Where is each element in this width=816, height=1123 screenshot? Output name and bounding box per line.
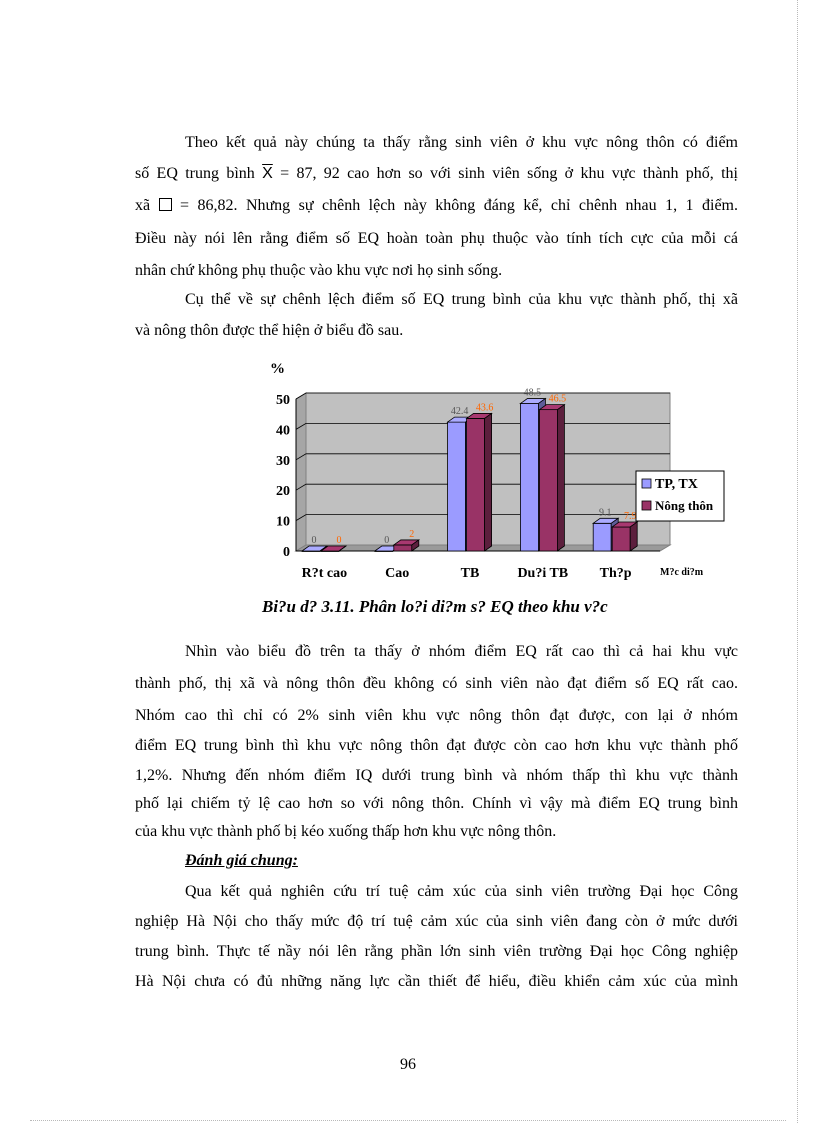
paragraph-1-line-3 <box>135 196 738 216</box>
paragraph-3-line-4: điểm EQ trung bình thì khu vực nông thôn đạt được còn cao hơn khu vực thành phố <box>135 737 738 754</box>
data-label: 7.9 <box>623 510 637 522</box>
section-heading: Đánh giá chung: <box>185 852 298 869</box>
data-label: 48.5 <box>523 387 542 399</box>
data-label: 43.6 <box>475 402 494 414</box>
paragraph-4-line-2: nghiệp Hà Nội cho thấy mức độ trí tuệ cảm xúc của sinh viên đang còn ở mức dưới <box>135 913 738 930</box>
y-tick-label: 20 <box>276 484 290 500</box>
x-tick-label: Th?p <box>599 566 632 581</box>
text-run: số EQ trung bình <box>135 165 263 182</box>
page-bottom-border <box>30 1120 786 1122</box>
legend-swatch <box>642 479 651 488</box>
x-axis-label: M?c di?m <box>660 567 704 578</box>
page-number: 96 <box>400 1056 416 1073</box>
paragraph-1-line-4: Điều này nói lên rằng điểm số EQ hoàn toàn phụ thuộc vào tính tích cực của mỗi cá <box>135 230 738 247</box>
bar-tp-tx <box>448 422 466 551</box>
data-label: 46.5 <box>548 393 567 405</box>
data-label: 0 <box>384 535 390 546</box>
y-tick-label: 40 <box>276 423 290 439</box>
paragraph-3-line-6: phố lại chiếm tỷ lệ cao hơn so với nông thôn. Chính vì vậy mà điểm EQ trung bình <box>135 795 738 812</box>
x-tick-label: TB <box>460 566 480 581</box>
paragraph-1-line-5: nhân chứ không phụ thuộc vào khu vực nơi họ sinh sống. <box>135 262 503 279</box>
paragraph-4-line-3: trung bình. Thực tế nầy nói lên rằng phần lớn sinh viên trường Đại học Công nghiệp <box>135 943 738 960</box>
paragraph-1-line-2 <box>135 164 738 184</box>
text-run: xã <box>135 197 159 214</box>
text-run: = 86,82. Nhưng sự chênh lệch này không đáng kể, chỉ chênh nhau 1, 1 điểm. <box>171 197 738 214</box>
paragraph-3-line-1: Nhìn vào biểu đồ trên ta thấy ở nhóm điểm EQ rất cao thì cả hai khu vực <box>185 643 738 660</box>
bar-side <box>485 413 492 551</box>
y-tick-label: 30 <box>276 453 290 469</box>
x-tick-label: Du?i TB <box>517 566 569 581</box>
bar-tp-tx <box>520 404 538 551</box>
legend-swatch <box>642 501 651 510</box>
mean-symbol: $\overline{X}$ <box>262 165 273 182</box>
paragraph-3-line-7: của khu vực thành phố bị kéo xuống thấp hơn khu vực nông thôn. <box>135 823 557 840</box>
chart-caption: Bi?u d? 3.11. Phân lo?i di?m s? EQ theo khu v?c <box>262 597 608 616</box>
bar-nong-thon <box>394 545 412 551</box>
chart-side-wall <box>296 393 306 551</box>
paragraph-4-line-4: Hà Nội chưa có đủ những năng lực cần thiết để hiểu, điều khiển cảm xúc của mình <box>135 973 738 990</box>
y-tick-label: 0 <box>283 545 290 560</box>
data-label: 42.4 <box>450 406 469 418</box>
data-label: 9.1 <box>598 507 612 519</box>
y-axis-label: % <box>270 361 285 377</box>
bar-nong-thon <box>612 527 630 551</box>
paragraph-3-line-2: thành phố, thị xã và nông thôn đều không có sinh viên nào đạt điểm số EQ rất cao. <box>135 675 738 692</box>
bar-tp-tx <box>593 523 611 551</box>
text-run: = 87, 92 cao hơn so với sinh viên sống ở khu vực thành phố, thị <box>272 165 739 182</box>
bar-side <box>557 405 564 551</box>
y-tick-label: 10 <box>276 514 290 530</box>
missing-glyph-box <box>159 198 172 211</box>
data-label: 0 <box>311 535 317 546</box>
page-border <box>796 0 798 1123</box>
data-label: 2 <box>409 528 415 540</box>
eq-bar-chart <box>260 355 730 585</box>
paragraph-3-line-5: 1,2%. Nhưng đến nhóm điểm IQ dưới trung bình và nhóm thấp thì khu vực thành <box>135 767 738 784</box>
paragraph-3-line-3: Nhóm cao thì chỉ có 2% sinh viên khu vực nông thôn đạt được, con lại ở nhóm <box>135 707 738 724</box>
bar-nong-thon <box>539 410 557 551</box>
x-tick-label: Cao <box>385 566 410 581</box>
paragraph-1-line-1: Theo kết quả này chúng ta thấy rằng sinh viên ở khu vực nông thôn có điểm <box>185 134 738 151</box>
paragraph-4-line-1: Qua kết quả nghiên cứu trí tuệ cảm xúc của sinh viên trường Đại học Công <box>185 883 738 900</box>
data-label: 0 <box>336 535 342 546</box>
paragraph-2-line-2: và nông thôn được thể hiện ở biểu đồ sau. <box>135 322 404 339</box>
paragraph-2-line-1: Cụ thể về sự chênh lệch điểm số EQ trung bình của khu vực thành phố, thị xã <box>185 291 738 308</box>
y-tick-label: 50 <box>276 393 290 408</box>
x-tick-label: R?t cao <box>301 566 348 581</box>
bar-side <box>630 522 637 551</box>
bar-nong-thon <box>467 418 485 551</box>
legend-label: TP, TX <box>655 477 698 492</box>
legend-label: Nông thôn <box>655 498 714 513</box>
